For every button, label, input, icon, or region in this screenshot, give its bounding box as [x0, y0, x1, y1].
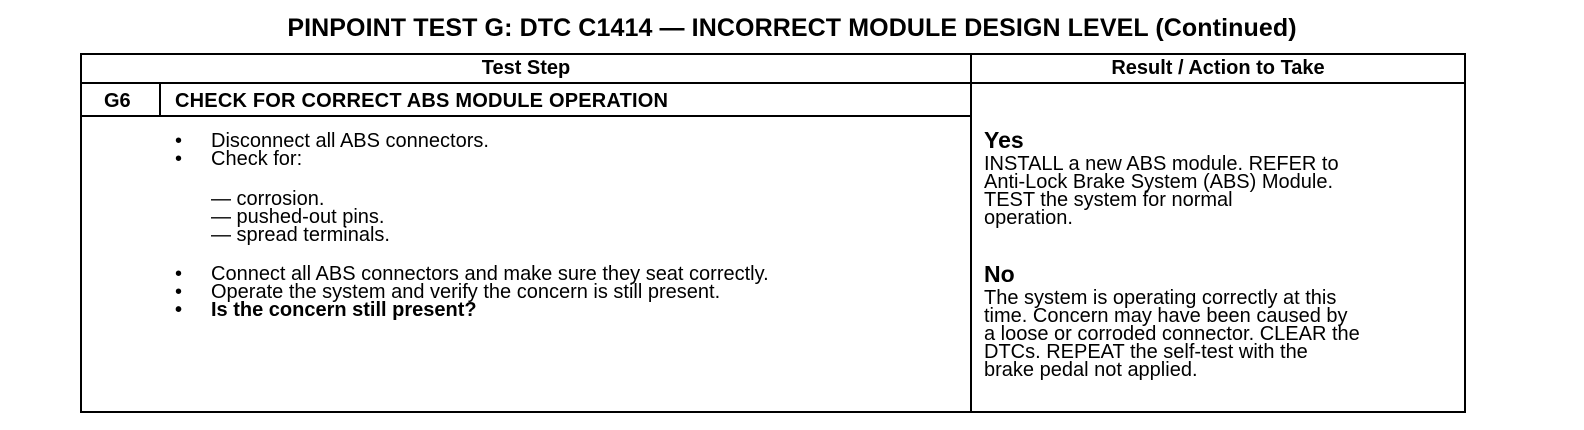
result-yes-label: Yes	[984, 127, 1024, 153]
instruction-text: Check for:	[211, 148, 303, 170]
bullet-icon: •	[175, 299, 183, 321]
bullet-icon: •	[175, 263, 183, 285]
result-no-label: No	[984, 261, 1015, 287]
step-id: G6	[104, 90, 131, 112]
bullet-icon: •	[175, 281, 183, 303]
step-instructions-top	[175, 132, 489, 168]
instruction-text: Disconnect all ABS connectors.	[211, 130, 489, 152]
check-for-sublist	[211, 190, 390, 244]
sub-item: — corrosion.	[211, 188, 325, 210]
instruction-bullet	[175, 150, 489, 168]
instruction-question	[175, 301, 769, 319]
page-title: PINPOINT TEST G: DTC C1414 — INCORRECT MODULE DESIGN LEVEL (Continued)	[287, 14, 1297, 42]
header-divider	[80, 82, 1466, 84]
column-divider	[970, 53, 972, 413]
instruction-text: Connect all ABS connectors and make sure they seat correctly.	[211, 263, 769, 285]
question-text: Is the concern still present?	[211, 299, 477, 321]
step-id-divider	[159, 84, 161, 116]
step-title-divider	[80, 115, 970, 117]
sub-item: — pushed-out pins.	[211, 206, 385, 228]
step-title: CHECK FOR CORRECT ABS MODULE OPERATION	[175, 90, 669, 112]
step-instructions-bottom	[175, 265, 769, 319]
sub-item: — spread terminals.	[211, 224, 390, 246]
result-yes-text: INSTALL a new ABS module. REFER to Anti-Lock Brake System (ABS) Module. TEST the system for normal operation.	[984, 153, 1339, 229]
header-test-step: Test Step	[481, 57, 571, 79]
header-result-action: Result / Action to Take	[1111, 57, 1325, 79]
bullet-icon: •	[175, 130, 183, 152]
bullet-icon: •	[175, 148, 183, 170]
result-no-text: The system is operating correctly at this time. Concern may have been caused by a loose or corroded connector. CLEAR the DTCs. REPEAT the self-test with the brake pedal not applied.	[984, 287, 1360, 381]
instruction-text: Operate the system and verify the concern is still present.	[211, 281, 721, 303]
